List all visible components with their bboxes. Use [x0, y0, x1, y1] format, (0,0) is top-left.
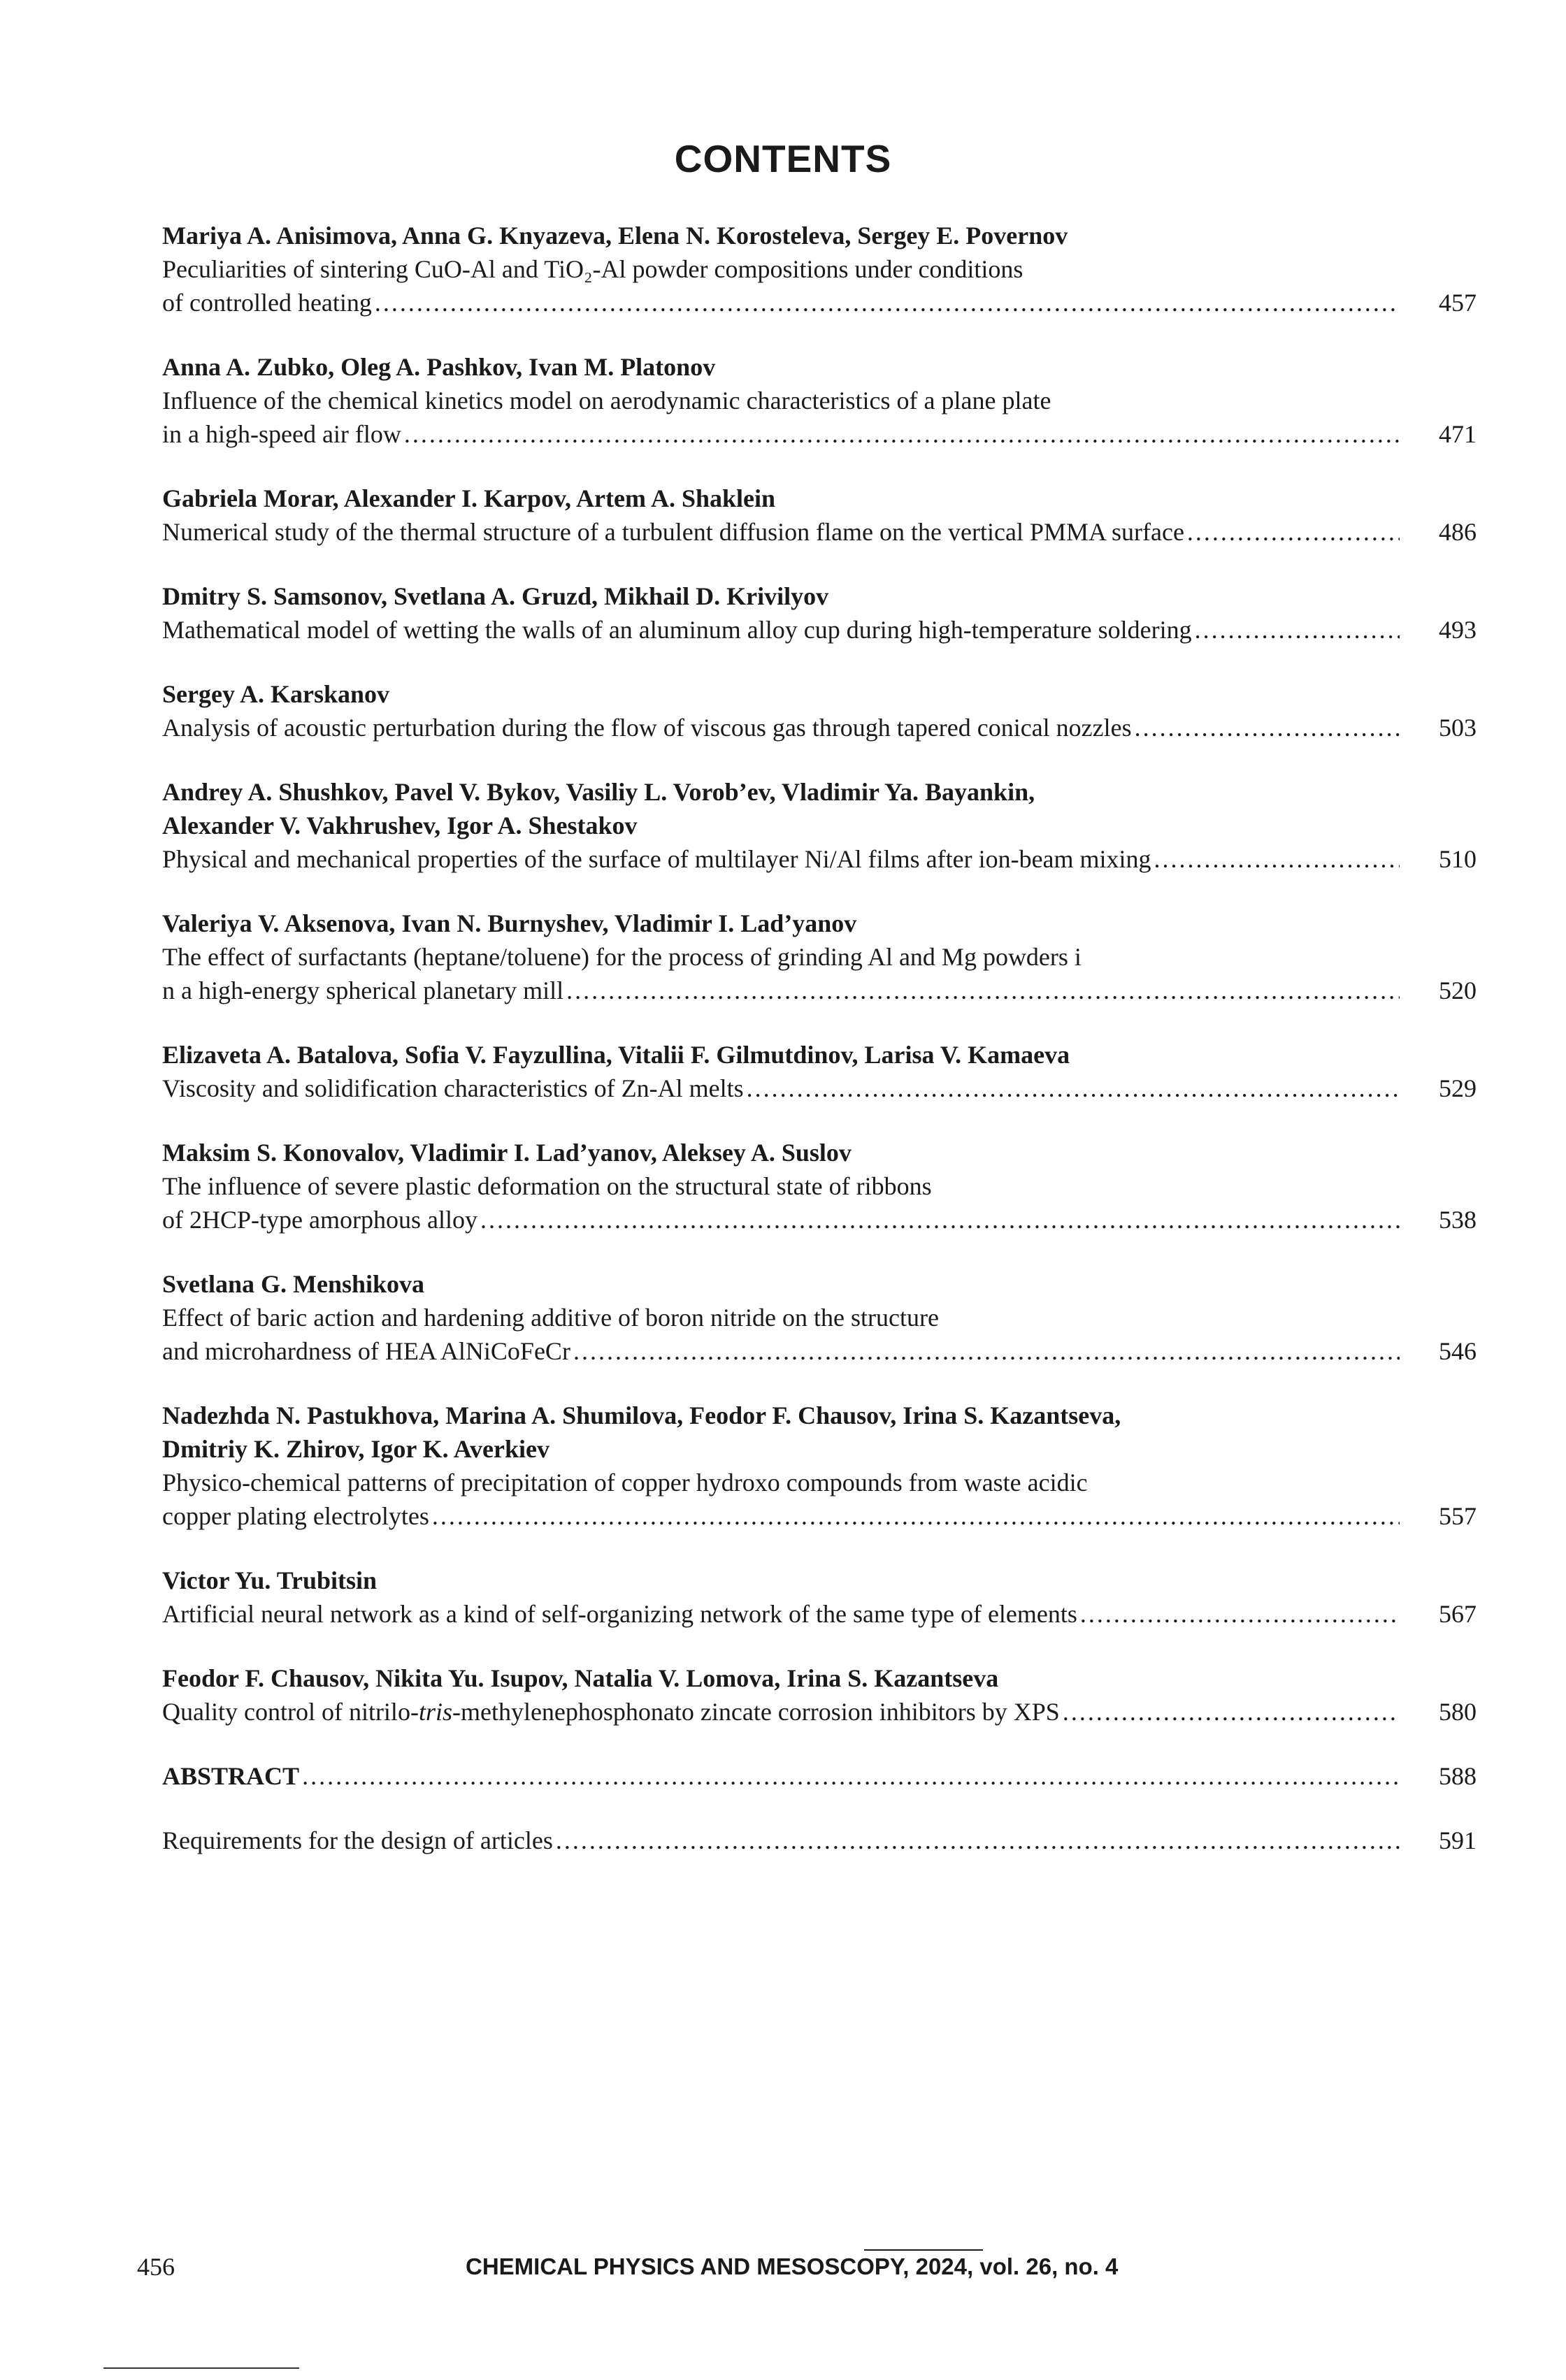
- page-title: CONTENTS: [674, 137, 892, 180]
- toc-entry-authors: Gabriela Morar, Alexander I. Karpov, Artem A. Shaklein: [162, 484, 776, 512]
- toc-requirements[interactable]: [162, 1824, 1477, 1857]
- toc-entry-last-line: [162, 1072, 1477, 1105]
- footer-rule: [864, 2249, 983, 2251]
- toc-entry-page-number: 457: [1439, 289, 1477, 317]
- toc-entry-page-number: 538: [1439, 1206, 1477, 1234]
- toc-entry-page-number: 471: [1439, 420, 1477, 448]
- dot-leader: [573, 1334, 1400, 1368]
- toc-entry[interactable]: [162, 482, 1477, 549]
- toc-entry-title: of 2HCP-type amorphous alloy: [162, 1206, 477, 1234]
- dot-leader: [566, 974, 1400, 1007]
- toc-requirements-line: [162, 1824, 1477, 1857]
- dot-leader: [480, 1203, 1400, 1236]
- footer-journal-title: CHEMICAL PHYSICS AND MESOSCOPY, 2024, vol. 26, no. 4: [466, 2253, 1119, 2279]
- toc-entry-last-line: [162, 1597, 1477, 1631]
- toc-entry-authors: Anna A. Zubko, Oleg A. Pashkov, Ivan M. Platonov: [162, 353, 716, 381]
- toc-entry-authors: Sergey A. Karskanov: [162, 680, 390, 708]
- toc-entry[interactable]: [162, 907, 1477, 1007]
- toc-entry[interactable]: [162, 1564, 1477, 1631]
- toc-abstract-label: ABSTRACT: [162, 1762, 300, 1790]
- toc-entry-last-line: [162, 613, 1477, 647]
- toc-entry-title: n a high-energy spherical planetary mill: [162, 976, 564, 1004]
- toc-entry-title: Viscosity and solidification characteristics of Zn-Al melts: [162, 1074, 744, 1102]
- toc-entry-authors: Elizaveta A. Batalova, Sofia V. Fayzullina, Vitalii F. Gilmutdinov, Larisa V. Kamaeva: [162, 1041, 1070, 1069]
- toc-entry-last-line: [162, 1695, 1477, 1729]
- toc-entry-title: Analysis of acoustic perturbation during the flow of viscous gas through tapered conical nozzles: [162, 714, 1132, 742]
- toc-entry-authors: Mariya A. Anisimova, Anna G. Knyazeva, Elena N. Korosteleva, Sergey E. Povernov: [162, 222, 1068, 250]
- dot-leader: [556, 1824, 1400, 1857]
- toc-entry-last-line: [162, 515, 1477, 549]
- toc-entry-page-number: 520: [1439, 976, 1477, 1004]
- toc-entry-authors: Victor Yu. Trubitsin: [162, 1566, 378, 1594]
- toc-entry-title: The effect of surfactants (heptane/toluene) for the process of grinding Al and Mg powders i: [162, 943, 1082, 971]
- toc-entry-authors: Nadezhda N. Pastukhova, Marina A. Shumilova, Feodor F. Chausov, Irina S. Kazantseva,: [162, 1401, 1121, 1429]
- toc-entry-title: Numerical study of the thermal structure of a turbulent diffusion flame on the vertical PMMA surface: [162, 518, 1184, 546]
- toc-entry-page-number: 493: [1439, 616, 1477, 644]
- dot-leader: [432, 1499, 1400, 1533]
- toc-entry[interactable]: [162, 219, 1477, 319]
- toc-entry-last-line: [162, 842, 1477, 876]
- toc-entry-last-line: [162, 974, 1477, 1007]
- toc-entry-page-number: 486: [1439, 518, 1477, 546]
- toc-entry[interactable]: [162, 350, 1477, 451]
- page-footer: [137, 2252, 1430, 2294]
- toc-entry[interactable]: [162, 1399, 1477, 1533]
- toc-entry-authors: Andrey A. Shushkov, Pavel V. Bykov, Vasiliy L. Vorob’ev, Vladimir Ya. Bayankin,: [162, 778, 1035, 806]
- toc-entry[interactable]: [162, 677, 1477, 744]
- toc-entry-title: Influence of the chemical kinetics model on aerodynamic characteristics of a plane plate: [162, 387, 1051, 414]
- toc-entry-authors: Dmitriy K. Zhirov, Igor K. Averkiev: [162, 1435, 549, 1463]
- toc-entry-page-number: 503: [1439, 714, 1477, 742]
- toc-entry[interactable]: [162, 1136, 1477, 1236]
- toc-entry-authors: Valeriya V. Aksenova, Ivan N. Burnyshev, Vladimir I. Lad’yanov: [162, 909, 857, 937]
- dot-leader: [375, 286, 1400, 319]
- toc-entry-page-number: 529: [1439, 1074, 1477, 1102]
- toc-entry-last-line: [162, 286, 1477, 319]
- toc-entry[interactable]: [162, 1038, 1477, 1105]
- toc-entry[interactable]: [162, 1661, 1477, 1729]
- toc-entry-page-number: 510: [1439, 845, 1477, 873]
- toc-entry-title: of controlled heating: [162, 289, 372, 317]
- toc-entry-authors: Svetlana G. Menshikova: [162, 1270, 425, 1298]
- toc-entry-title: Physical and mechanical properties of the surface of multilayer Ni/Al films after ion-beam mixing: [162, 845, 1151, 873]
- dot-leader: [1195, 613, 1400, 647]
- dot-leader: [1063, 1695, 1400, 1729]
- toc-abstract-page-number: 588: [1439, 1762, 1477, 1790]
- dot-leader: [1080, 1597, 1400, 1631]
- toc-entry-last-line: [162, 1499, 1477, 1533]
- toc-requirements-page-number: 591: [1439, 1826, 1477, 1854]
- toc-entry-page-number: 557: [1439, 1502, 1477, 1530]
- toc-entry-title: Artificial neural network as a kind of self-organizing network of the same type of elements: [162, 1600, 1077, 1628]
- toc-entry[interactable]: [162, 775, 1477, 876]
- footer-page-number: 456: [137, 2253, 175, 2281]
- dot-leader: [1187, 515, 1400, 549]
- toc-entry-title: Mathematical model of wetting the walls of an aluminum alloy cup during high-temperature soldering: [162, 616, 1192, 644]
- bottom-rule: [103, 2367, 299, 2369]
- dot-leader: [404, 417, 1400, 451]
- toc-entry-last-line: [162, 711, 1477, 744]
- dot-leader: [1135, 711, 1400, 744]
- toc-entry-authors: Maksim S. Konovalov, Vladimir I. Lad’yanov, Aleksey A. Suslov: [162, 1139, 852, 1167]
- toc-entry-title: Quality control of nitrilo-tris-methylenephosphonato zincate corrosion inhibitors by XPS: [162, 1698, 1060, 1726]
- toc-entry-authors: Alexander V. Vakhrushev, Igor A. Shestakov: [162, 812, 638, 839]
- dot-leader: [1154, 842, 1400, 876]
- toc-entry-page-number: 567: [1439, 1600, 1477, 1628]
- toc-entry-page-number: 546: [1439, 1337, 1477, 1365]
- toc-entry-authors: Feodor F. Chausov, Nikita Yu. Isupov, Natalia V. Lomova, Irina S. Kazantseva: [162, 1664, 999, 1692]
- toc-entry-title: Peculiarities of sintering CuO-Al and TiO₂-Al powder compositions under conditions: [162, 255, 1023, 283]
- toc-abstract-line: [162, 1759, 1477, 1793]
- toc-entry-title: copper plating electrolytes: [162, 1502, 429, 1530]
- toc-entry-last-line: [162, 417, 1477, 451]
- toc-entry-authors: Dmitry S. Samsonov, Svetlana A. Gruzd, Mikhail D. Krivilyov: [162, 582, 829, 610]
- toc-entry-last-line: [162, 1203, 1477, 1236]
- dot-leader: [302, 1759, 1400, 1793]
- toc-entry-title: The influence of severe plastic deformation on the structural state of ribbons: [162, 1172, 932, 1200]
- toc-entry-title: in a high-speed air flow: [162, 420, 401, 448]
- toc-entry-page-number: 580: [1439, 1698, 1477, 1726]
- table-of-contents: [162, 219, 1477, 1888]
- toc-entry-last-line: [162, 1334, 1477, 1368]
- toc-entry[interactable]: [162, 579, 1477, 647]
- toc-entry[interactable]: [162, 1267, 1477, 1368]
- dot-leader: [747, 1072, 1400, 1105]
- toc-entry-title: Physico-chemical patterns of precipitation of copper hydroxo compounds from waste acidic: [162, 1469, 1088, 1496]
- toc-entry-title: and microhardness of HEA AlNiCoFeCr: [162, 1337, 570, 1365]
- toc-requirements-label: Requirements for the design of articles: [162, 1826, 553, 1854]
- toc-abstract[interactable]: [162, 1759, 1477, 1793]
- toc-entry-title: Effect of baric action and hardening additive of boron nitride on the structure: [162, 1304, 939, 1332]
